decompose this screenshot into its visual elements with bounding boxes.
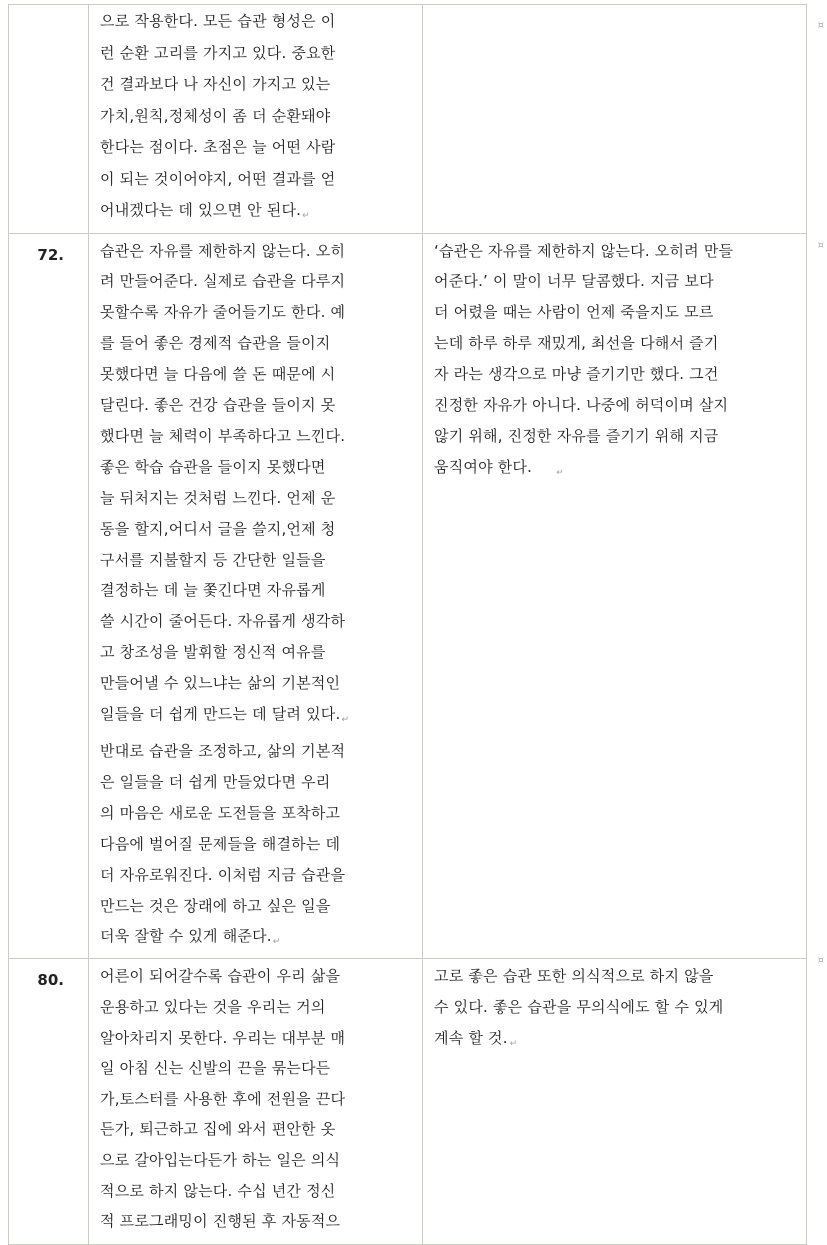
quote-line xyxy=(89,1053,422,1084)
quote-text: 쓸 시간이 줄어든다. 자유롭게 생각하 xyxy=(100,612,346,631)
quote-text: 일들을 더 쉽게 만드는 데 달려 있다. xyxy=(100,705,341,724)
paragraph-mark-icon: ↵ xyxy=(341,715,350,726)
quote-line xyxy=(89,736,422,767)
quote-text: 이 되는 것이어야지, 어떤 결과를 얻 xyxy=(100,169,336,188)
note-line xyxy=(423,297,806,328)
quote-text: 를 들어 좋은 경제적 습관을 들이지 xyxy=(100,334,331,353)
note-line xyxy=(423,1023,806,1060)
note-text: 자 라는 생각으로 마냥 즐기기만 했다. 그건 xyxy=(434,365,719,384)
quote-text: 구서를 지불할지 등 간단한 일들을 xyxy=(100,550,326,569)
quote-text: 알아차리지 못한다. 우리는 대부분 매 xyxy=(100,1028,346,1047)
quote-line xyxy=(89,483,422,514)
paragraph-mark-icon: ↵ xyxy=(302,211,310,221)
quote-line xyxy=(89,767,422,798)
note-line xyxy=(423,328,806,359)
quote-text: 적으로 하지 않는다. 수십 년간 정신 xyxy=(100,1181,336,1200)
quote-line xyxy=(89,699,422,736)
quote-text: 은 일들을 더 쉽게 만들었다면 우리 xyxy=(100,772,331,791)
note-text: 움직여야 한다. xyxy=(434,457,533,476)
table-row xyxy=(9,959,807,1245)
quote-text: 가치,원칙,정체성이 좀 더 순환돼야 xyxy=(100,106,331,125)
row-number-cell xyxy=(9,959,89,1245)
row-number-cell xyxy=(9,5,89,234)
paragraph-mark-icon: ↵ xyxy=(272,937,281,948)
note-text: 계속 할 것. xyxy=(434,1028,508,1047)
quote-line xyxy=(89,891,422,922)
quote-text: 반대로 습관을 조정하고, 삶의 기본적 xyxy=(100,742,346,760)
paragraph-mark-icon: ↵ xyxy=(509,1038,518,1049)
quote-text: 어내겠다는 데 있으면 안 된다. xyxy=(100,201,302,219)
quote-line xyxy=(89,606,422,637)
quote-line xyxy=(89,514,422,545)
quote-line xyxy=(89,266,422,297)
note-cell xyxy=(423,233,807,959)
row-end-mark-icon: ¤ xyxy=(817,955,824,966)
quote-text: 더욱 잘할 수 있게 해준다. xyxy=(100,927,272,946)
quote-text: 가,토스터를 사용한 후에 전원을 끈다 xyxy=(100,1089,346,1108)
document-table xyxy=(8,4,807,1245)
quote-line xyxy=(89,1206,422,1237)
quote-text: 늘 뒤처지는 것처럼 느낀다. 언제 운 xyxy=(100,488,336,507)
quote-text: 일 아침 신는 신발의 끈을 묶는다든 xyxy=(100,1059,331,1078)
note-line xyxy=(423,359,806,390)
quote-text: 의 마음은 새로운 도전들을 포착하고 xyxy=(100,803,341,822)
quote-line xyxy=(89,961,422,992)
page-number: 80. xyxy=(37,971,64,990)
quote-text: 런 순환 고리를 가지고 있다. 중요한 xyxy=(100,43,336,62)
note-text: 어준다.’ 이 말이 너무 달콤했다. 지금 보다 xyxy=(434,272,714,291)
note-line xyxy=(423,961,806,992)
quote-text: 만들어낼 수 있느냐는 삶의 기본적인 xyxy=(100,674,341,693)
paragraph-mark-icon: ↵ xyxy=(556,467,564,478)
quote-line xyxy=(89,1023,422,1054)
note-line xyxy=(423,236,806,267)
quote-line xyxy=(89,545,422,576)
quote-text: 건 결과보다 나 자신이 가지고 있는 xyxy=(100,75,331,93)
quote-text: 으로 작용한다. 모든 습관 형성은 이 xyxy=(100,12,336,30)
quote-line xyxy=(89,637,422,668)
quote-text: 한다는 점이다. 초점은 늘 어떤 사람 xyxy=(100,138,336,156)
quote-line xyxy=(89,297,422,328)
quote-cell xyxy=(89,233,423,959)
table-row xyxy=(9,233,807,959)
quote-text: 만드는 것은 장래에 하고 싶은 일을 xyxy=(100,896,331,915)
quote-line xyxy=(89,921,422,958)
quote-text: 든가, 퇴근하고 집에 와서 편안한 옷 xyxy=(100,1120,336,1139)
note-cell xyxy=(423,959,807,1245)
quote-line xyxy=(89,1084,422,1115)
quote-line xyxy=(89,164,422,196)
note-line xyxy=(423,266,806,297)
quote-line xyxy=(89,421,422,452)
quote-line xyxy=(89,1145,422,1176)
quote-text: 으로 갈아입는다든가 하는 일은 의식 xyxy=(100,1150,341,1169)
quote-line xyxy=(89,668,422,699)
note-text: 더 어렸을 때는 사람이 언제 죽을지도 모르 xyxy=(434,303,714,322)
quote-line xyxy=(89,992,422,1023)
quote-line xyxy=(89,132,422,164)
quote-line xyxy=(89,798,422,829)
quote-cell xyxy=(89,5,423,234)
note-line xyxy=(423,992,806,1023)
note-line xyxy=(423,390,806,421)
quote-line xyxy=(89,6,422,38)
quote-line xyxy=(89,1114,422,1145)
quote-line xyxy=(89,860,422,891)
quote-line xyxy=(89,69,422,101)
note-cell xyxy=(423,5,807,234)
quote-line xyxy=(89,38,422,70)
row-end-mark-icon: ¤ xyxy=(817,20,824,31)
quote-text: 다음에 벌어질 문제들을 해결하는 데 xyxy=(100,834,341,853)
note-line xyxy=(423,452,806,489)
page-number: 72. xyxy=(37,245,64,264)
note-line xyxy=(423,421,806,452)
quote-text: 적 프로그래밍이 진행된 후 자동적으 xyxy=(100,1212,341,1231)
quote-line xyxy=(89,101,422,133)
quote-text: 고 창조성을 발휘할 정신적 여유를 xyxy=(100,643,326,662)
note-text: 수 있다. 좋은 습관을 무의식에도 할 수 있게 xyxy=(434,997,724,1016)
quote-line xyxy=(89,195,422,233)
quote-line xyxy=(89,236,422,267)
quote-line xyxy=(89,452,422,483)
quote-text: 어른이 되어갈수록 습관이 우리 삶을 xyxy=(100,967,341,986)
quote-cell xyxy=(89,959,423,1245)
table-row xyxy=(9,5,807,234)
quote-text: 못했다면 늘 다음에 쓸 돈 때문에 시 xyxy=(100,365,336,384)
quote-text: 더 자유로워진다. 이처럼 지금 습관을 xyxy=(100,865,346,884)
note-text: 진정한 자유가 아니다. 나중에 허덕이며 살지 xyxy=(434,396,729,415)
note-text: ‘습관은 자유를 제한하지 않는다. 오히려 만들 xyxy=(434,241,734,260)
quote-text: 달린다. 좋은 건강 습관을 들이지 못 xyxy=(100,396,336,415)
note-text: 고로 좋은 습관 또한 의식적으로 하지 않을 xyxy=(434,967,714,986)
quote-text: 했다면 늘 체력이 부족하다고 느낀다. xyxy=(100,426,346,445)
quote-text: 못할수록 자유가 줄어들기도 한다. 예 xyxy=(100,303,346,322)
quote-text: 결정하는 데 늘 쫓긴다면 자유롭게 xyxy=(100,581,326,600)
quote-line xyxy=(89,328,422,359)
row-end-mark-icon: ¤ xyxy=(817,240,824,251)
note-text: 는데 하루 하루 재밌게, 최선을 다해서 즐기 xyxy=(434,334,719,353)
quote-text: 동을 할지,어디서 글을 쓸지,언제 청 xyxy=(100,519,336,538)
quote-text: 습관은 자유를 제한하지 않는다. 오히 xyxy=(100,241,346,260)
quote-line xyxy=(89,359,422,390)
quote-line xyxy=(89,575,422,606)
quote-line xyxy=(89,390,422,421)
note-text: 않기 위해, 진정한 자유를 즐기기 위해 지금 xyxy=(434,426,719,445)
quote-text: 좋은 학습 습관을 들이지 못했다면 xyxy=(100,457,326,476)
quote-text: 운용하고 있다는 것을 우리는 거의 xyxy=(100,997,326,1016)
quote-line xyxy=(89,829,422,860)
quote-line xyxy=(89,1176,422,1207)
row-number-cell xyxy=(9,233,89,959)
quote-text: 려 만들어준다. 실제로 습관을 다루지 xyxy=(100,272,346,291)
